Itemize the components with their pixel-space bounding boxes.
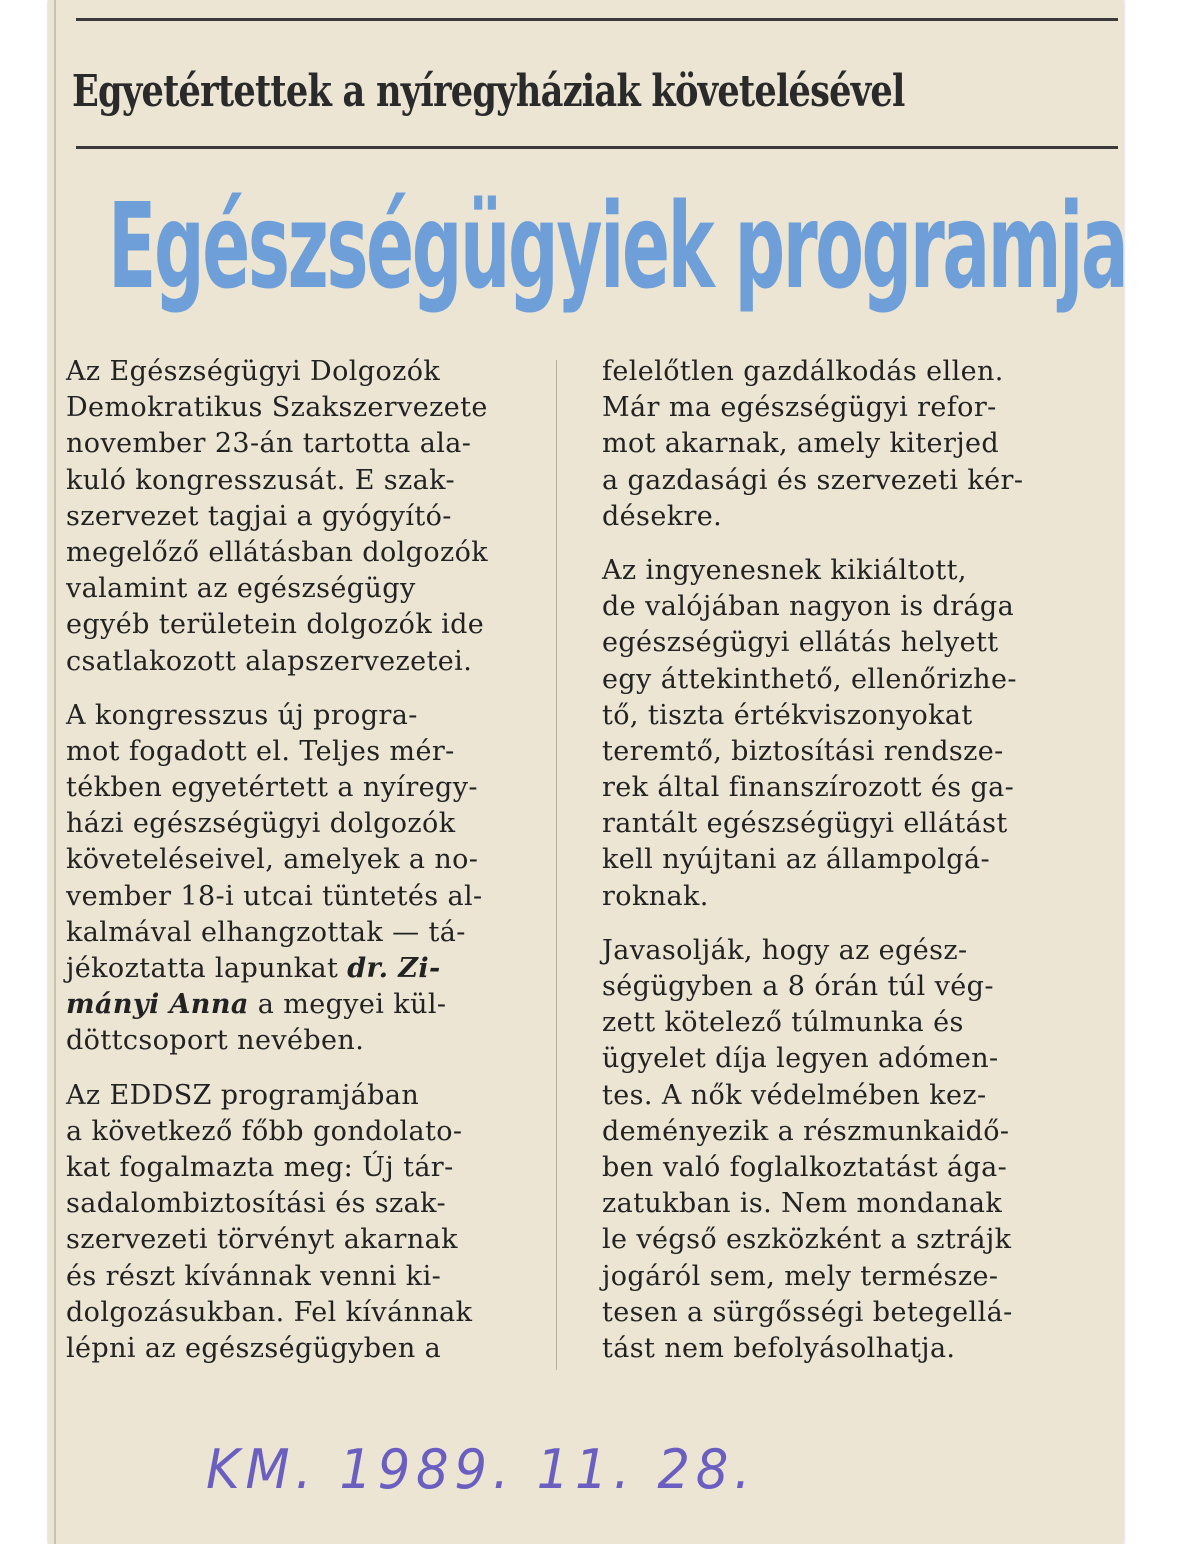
handwritten-source-date: KM. 1989. 11. 28. [206,1438,757,1501]
text-line: mányi Anna a megyei kül- [66,989,447,1021]
text-line: ügyelet díja legyen adómen- [602,1043,999,1075]
kicker-rule [76,146,1118,149]
text-line: házi egészségügyi dolgozók [66,808,456,840]
text-line: mot fogadott el. Teljes mér- [66,735,455,767]
article-column-left [66,354,586,1367]
text-line: követeléseivel, amelyek a no- [66,844,479,876]
article-headline: Egészségügyiek programja [108,177,1127,315]
text-line: le végső eszközként a sztrájk [602,1224,1012,1256]
text-line: jogáról sem, mely természe- [602,1260,999,1292]
text-line: és részt kívánnak venni ki- [66,1260,442,1292]
text-line: Az ingyenesnek kikiáltott, [602,554,967,586]
text-line: tes. A nők védelmében kez- [602,1079,987,1111]
left-border [54,0,56,1544]
article-column-right [602,354,1122,1367]
top-rule [76,18,1118,21]
text-line: deményezik a részmunkaidő- [602,1115,1010,1147]
text-line: mot akarnak, amely kiterjed [602,428,1000,460]
text-line: tesen a sürgősségi betegellá- [602,1296,1013,1328]
text-line: valamint az egészségügy [66,573,416,605]
text-line: november 23-án tartotta ala- [66,428,472,460]
text-line: tékben egyetértett a nyíregy- [66,772,478,804]
text-line: tást nem befolyásolhatja. [602,1332,956,1364]
text-line: Az Egészségügyi Dolgozók [66,356,441,387]
text-line: a gazdasági és szervezeti kér- [602,464,1024,496]
text-line: Demokratikus Szakszervezete [66,392,488,424]
text-line: désekre. [602,500,723,532]
paragraph-gap [66,680,586,698]
text-line: teremtő, biztosítási rendsze- [602,735,1004,767]
text-line: A kongresszus új progra- [66,699,418,731]
text-line: ségügyben a 8 órán túl vég- [602,971,994,1002]
text-line: roknak. [602,880,709,912]
text-line: vember 18-i utcai tüntetés al- [66,880,483,912]
text-line: rek által finanszírozott és ga- [602,772,1015,804]
text-line: Az EDDSZ programjában [66,1079,420,1111]
text-line: döttcsoport nevében. [66,1025,365,1057]
text-line: jékoztatta lapunkat dr. Zi- [66,953,441,984]
text-line: Már ma egészségügyi refor- [602,392,997,424]
paragraph-gap [602,535,1122,553]
text-line: egészségügyi ellátás helyett [602,627,999,659]
text-line: Javasolják, hogy az egész- [602,934,968,966]
person-name-part: mányi Anna [66,989,249,1021]
text-line: szervezeti törvényt akarnak [66,1224,458,1256]
text-line: dolgozásukban. Fel kívánnak [66,1296,473,1328]
text-line: szervezet tagjai a gyógyító- [66,500,452,532]
text-line: kat fogalmazta meg: Új tár- [66,1151,454,1183]
text-line: egy áttekinthető, ellenőrizhe- [602,663,1017,695]
article-kicker: Egyetértettek a nyíregyháziak követelésével [72,66,905,117]
text-line: de valójában nagyon is drága [602,591,1015,623]
text-line: zatukban is. Nem mondanak [602,1188,1003,1220]
text-line: sadalombiztosítási és szak- [66,1188,446,1220]
paragraph-gap [602,915,1122,933]
text-line: egyéb területein dolgozók ide [66,609,485,641]
text-line: rantált egészségügyi ellátást [602,808,1008,840]
text-line: csatlakozott alapszervezetei. [66,645,473,677]
person-name-part: dr. Zi- [347,953,441,984]
text-line: a következő főbb gondolato- [66,1115,463,1147]
text-line: ben való foglalkoztatást ága- [602,1151,1008,1183]
text-line: lépni az egészségügyben a [66,1332,442,1364]
text-line: kell nyújtani az állampolgá- [602,844,991,876]
text-line: kalmával elhangzottak — tá- [66,916,466,948]
text-line: kuló kongresszusát. E szak- [66,464,455,496]
text-line: felelőtlen gazdálkodás ellen. [602,356,1004,387]
paragraph-gap [66,1060,586,1078]
text-line: megelőző ellátásban dolgozók [66,536,489,568]
text-line: zett kötelező túlmunka és [602,1007,964,1039]
text-line: tő, tiszta értékviszonyokat [602,699,973,731]
